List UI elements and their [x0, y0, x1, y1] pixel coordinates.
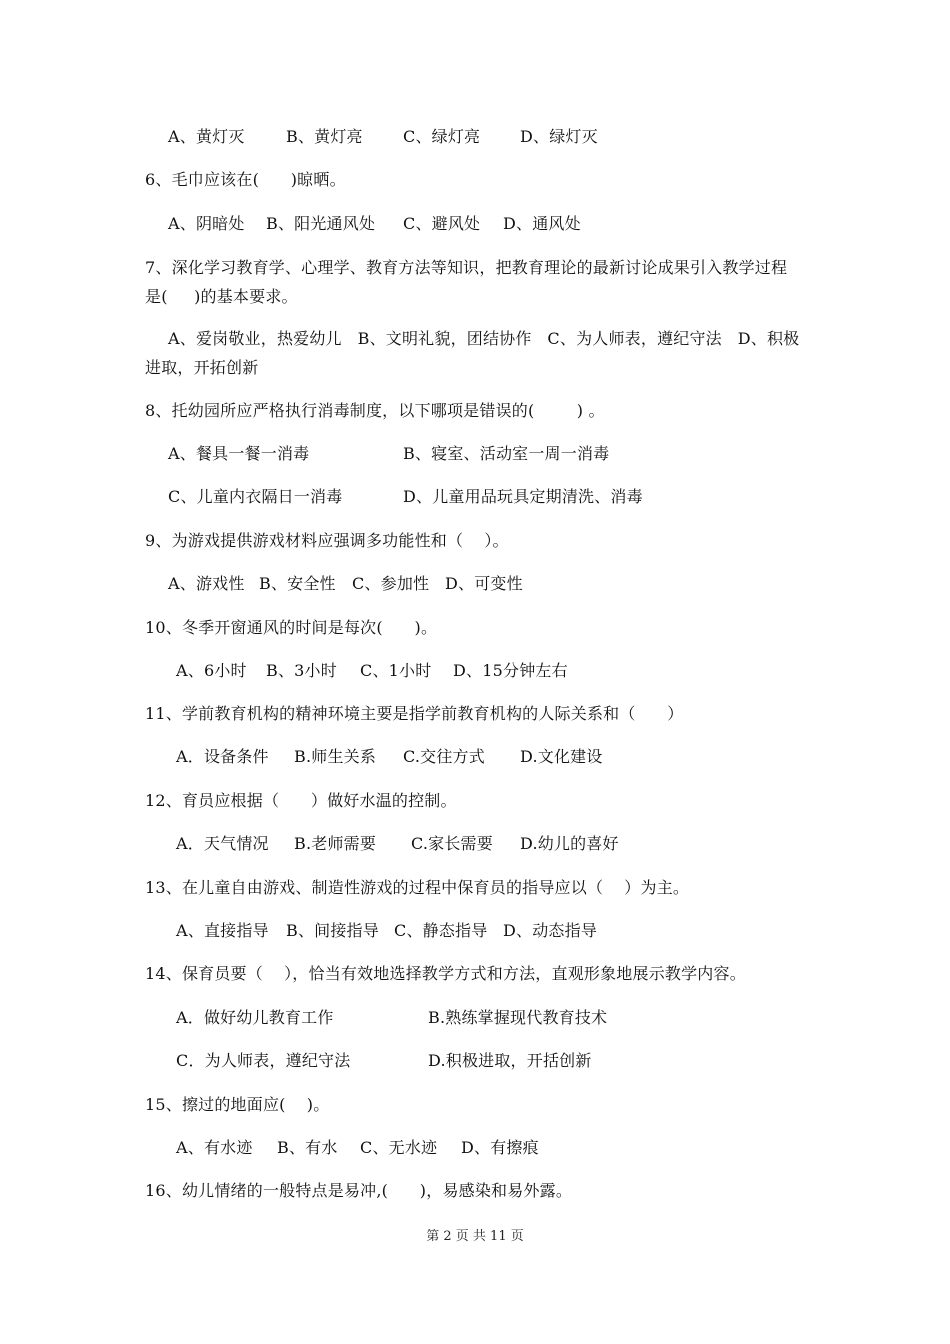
option-b: B、阳光通风处 [266, 214, 376, 233]
option-c: C．为人师表，遵纪守法 [176, 1051, 351, 1070]
option-d: D.幼儿的喜好 [520, 834, 619, 853]
option-d: D.文化建设 [520, 747, 603, 766]
option-c: C.交往方式 [403, 747, 485, 766]
option-d: D、动态指导 [503, 921, 598, 940]
option-d: D、15分钟左右 [453, 661, 568, 680]
option-d: D、有擦痕 [461, 1138, 539, 1157]
option-a: A、阴暗处 [168, 214, 245, 233]
option-b: B.老师需要 [294, 834, 377, 853]
option-c: C、儿童内衣隔日一消毒 [168, 487, 343, 506]
option-d: D、绿灯灭 [520, 127, 598, 146]
option-d: D.积极进取，开括创新 [428, 1051, 592, 1070]
option-b: B、安全性 [259, 574, 336, 593]
option-c: C、无水迹 [360, 1138, 438, 1157]
option-b: B、间接指导 [286, 921, 379, 940]
option-a: A、黄灯灭 [168, 127, 245, 146]
question-9-stem: 9、为游戏提供游戏材料应强调多功能性和（ ）。 [145, 531, 509, 550]
question-16-stem: 16、幼儿情绪的一般特点是易冲,( )，易感染和易外露。 [145, 1181, 573, 1200]
option-b: B、3小时 [266, 661, 337, 680]
question-15-stem: 15、擦过的地面应( )。 [145, 1095, 330, 1114]
question-7-stem-line-1: 7、深化学习教育学、心理学、教育方法等知识，把教育理论的最新讨论成果引入教学过程 [145, 258, 788, 277]
option-d: D、儿童用品玩具定期清洗、消毒 [403, 487, 643, 506]
question-7-stem-line-2: 是( )的基本要求。 [145, 287, 298, 306]
option-c: C、避风处 [403, 214, 481, 233]
question-7-options-line-2: 进取，开拓创新 [145, 358, 259, 377]
question-14-stem: 14、保育员要（ ），恰当有效地选择教学方式和方法，直观形象地展示教学内容。 [145, 964, 746, 983]
option-a: A．做好幼儿教育工作 [176, 1008, 334, 1027]
option-b: B.熟练掌握现代教育技术 [428, 1008, 608, 1027]
question-7-options-line-1: A、爱岗敬业，热爱幼儿 B、文明礼貌，团结协作 C、为人师表，遵纪守法 D、积极 [168, 329, 800, 348]
option-c: C、静态指导 [394, 921, 488, 940]
option-b: B、寝室、活动室一周一消毒 [403, 444, 610, 463]
option-a: A、6小时 [176, 661, 247, 680]
option-a: A、直接指导 [176, 921, 269, 940]
option-c: C、参加性 [352, 574, 430, 593]
question-8-stem: 8、托幼园所应严格执行消毒制度，以下哪项是错误的( ) 。 [145, 401, 605, 420]
option-b: B、有水 [277, 1138, 338, 1157]
option-a: A、餐具一餐一消毒 [168, 444, 310, 463]
question-6-stem: 6、毛巾应该在( )晾晒。 [145, 170, 346, 189]
option-b: B、黄灯亮 [286, 127, 363, 146]
option-b: B.师生关系 [294, 747, 377, 766]
option-a: A、有水迹 [176, 1138, 253, 1157]
page-number-footer: 第 2 页 共 11 页 [426, 1229, 524, 1244]
option-c: C.家长需要 [411, 834, 493, 853]
option-d: D、可变性 [445, 574, 523, 593]
question-13-stem: 13、在儿童自由游戏、制造性游戏的过程中保育员的指导应以（ ）为主。 [145, 878, 690, 897]
option-c: C、绿灯亮 [403, 127, 481, 146]
option-c: C、1小时 [360, 661, 432, 680]
option-a: A、游戏性 [168, 574, 245, 593]
option-d: D、通风处 [503, 214, 581, 233]
question-12-stem: 12、育员应根据（ ）做好水温的控制。 [145, 791, 457, 810]
question-10-stem: 10、冬季开窗通风的时间是每次( )。 [145, 618, 438, 637]
option-a: A．设备条件 [176, 747, 269, 766]
option-a: A．天气情况 [176, 834, 269, 853]
question-11-stem: 11、学前教育机构的精神环境主要是指学前教育机构的人际关系和（ ） [145, 704, 684, 723]
